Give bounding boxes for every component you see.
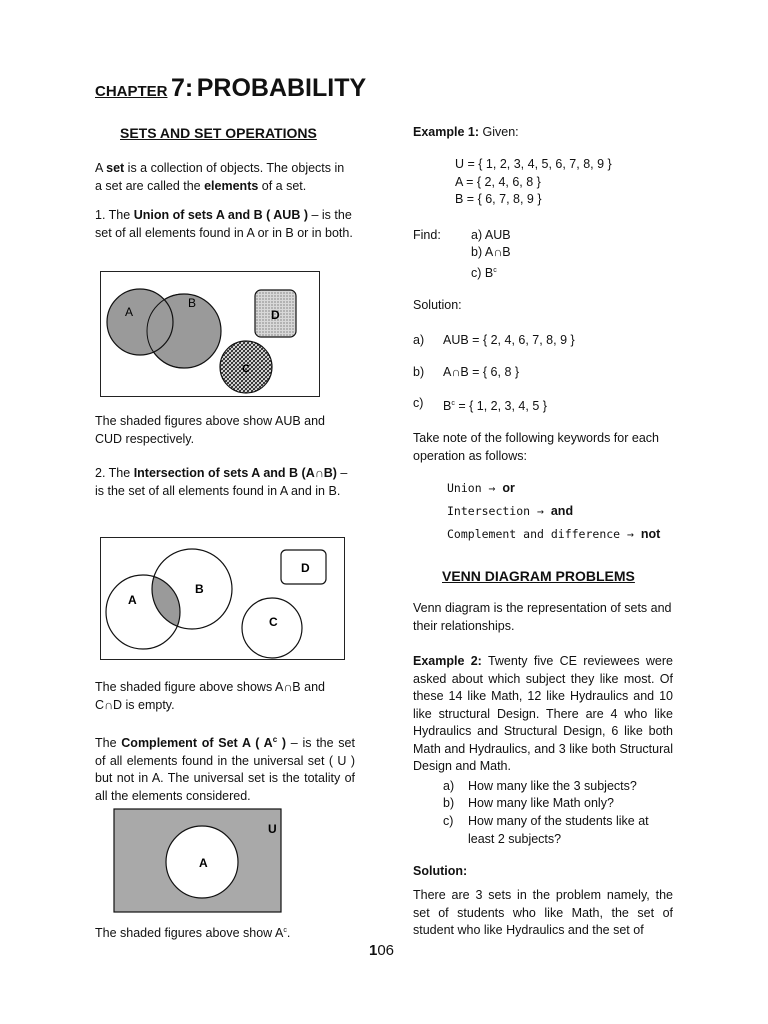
example1-heading: Example 1: Given: [413, 125, 519, 139]
label-b: B [195, 582, 204, 596]
label-c: C [269, 615, 278, 629]
question-c: How many of the students like at least 2 subjects? [468, 814, 649, 846]
answer-a-letter: a) [413, 333, 425, 347]
example2-text: Example 2: Twenty five CE reviewees were asked about which subject they like most. Of these 14 like Math, 12 like Hydraulics and 10 like structural Design. There are 4 who like Hydraulics and Structural Design, 6 like both Math and Hydraulics, and 3 like both Structural Design and Math. [413, 654, 673, 773]
solution1-label: Solution: [413, 298, 462, 312]
solution2-text: There are 3 sets in the problem namely, the set of students who like Math, the set of student who like Hydraulics and the set of [413, 888, 673, 937]
keyword-intersection: Intersection → and [447, 504, 574, 518]
section-title-sets: SETS AND SET OPERATIONS [120, 125, 317, 141]
label-b: B [188, 296, 197, 310]
answer-a: AUB = { 2, 4, 6, 7, 8, 9 } [443, 333, 575, 347]
question-a-letter: a) [443, 779, 455, 793]
keyword-union: Union → or [447, 481, 515, 495]
keyword-complement: Complement and difference → not [447, 527, 661, 541]
figure1-caption: The shaded figures above show AUB and CUD respectively. [95, 414, 326, 446]
chapter-heading [95, 74, 366, 103]
label-a: A [199, 856, 208, 870]
label-c: C [242, 363, 250, 375]
venn-definition: Venn diagram is the representation of sets and their relationships. [413, 601, 672, 633]
union-venn-figure [100, 271, 322, 399]
complement-venn-figure [113, 808, 283, 914]
question-c-letter: c) [443, 814, 454, 828]
venn-section-title: VENN DIAGRAM PROBLEMS [442, 568, 635, 584]
answer-b-letter: b) [413, 365, 425, 379]
set-a: A = { 2, 4, 6, 8 } [455, 175, 541, 189]
set-a-circle [107, 289, 173, 355]
chapter-title: PROBABILITY [196, 74, 367, 102]
figure2-caption: The shaded figure above shows A∩B and C∩D is empty. [95, 680, 325, 712]
find-a: a) AUB [471, 228, 511, 242]
solution2-label: Solution: [413, 864, 468, 878]
label-a: A [128, 593, 137, 607]
union-definition: 1. The Union of sets A and B ( AUB ) – is the set of all elements found in A or in B or in both. [95, 208, 353, 240]
intersection-definition: 2. The Intersection of sets A and B (A∩B) – is the set of all elements found in A and in B. [95, 466, 348, 498]
set-definition: A set is a collection of objects. The objects in a set are called the elements of a set. [95, 161, 345, 193]
intersection-venn-figure [100, 537, 347, 663]
figure3-caption: The shaded figures above show $A^c$. [95, 926, 291, 941]
find-label: Find: [413, 228, 441, 242]
question-b: How many like Math only? [468, 796, 614, 810]
chapter-number: 7: [171, 74, 194, 102]
question-a: How many like the 3 subjects? [468, 779, 637, 793]
keywords-intro: Take note of the following keywords for each operation as follows: [413, 431, 659, 463]
label-d: D [301, 561, 310, 575]
label-a: A [125, 305, 134, 319]
chapter-label: CHAPTER [95, 83, 168, 100]
universe-frame [101, 538, 345, 660]
question-b-letter: b) [443, 796, 455, 810]
label-u: U [268, 822, 277, 836]
complement-definition: The Complement of Set A ( $A^c$ ) – is the set of all elements found in the universal set ( U ) but not in A. The universal set is the totality of all the elements considered. [95, 735, 355, 803]
page-number: 106 [369, 942, 395, 959]
find-c: c) $B^c$ [471, 266, 497, 281]
answer-b: A∩B = { 6, 8 } [443, 365, 520, 379]
find-b: b) A∩B [471, 245, 511, 259]
label-d: D [271, 308, 280, 322]
set-b: B = { 6, 7, 8, 9 } [455, 192, 542, 206]
answer-c: $B^c$ = { 1, 2, 3, 4, 5 } [443, 399, 547, 414]
set-u: U = { 1, 2, 3, 4, 5, 6, 7, 8, 9 } [455, 157, 612, 171]
answer-c-letter: c) [413, 396, 424, 410]
